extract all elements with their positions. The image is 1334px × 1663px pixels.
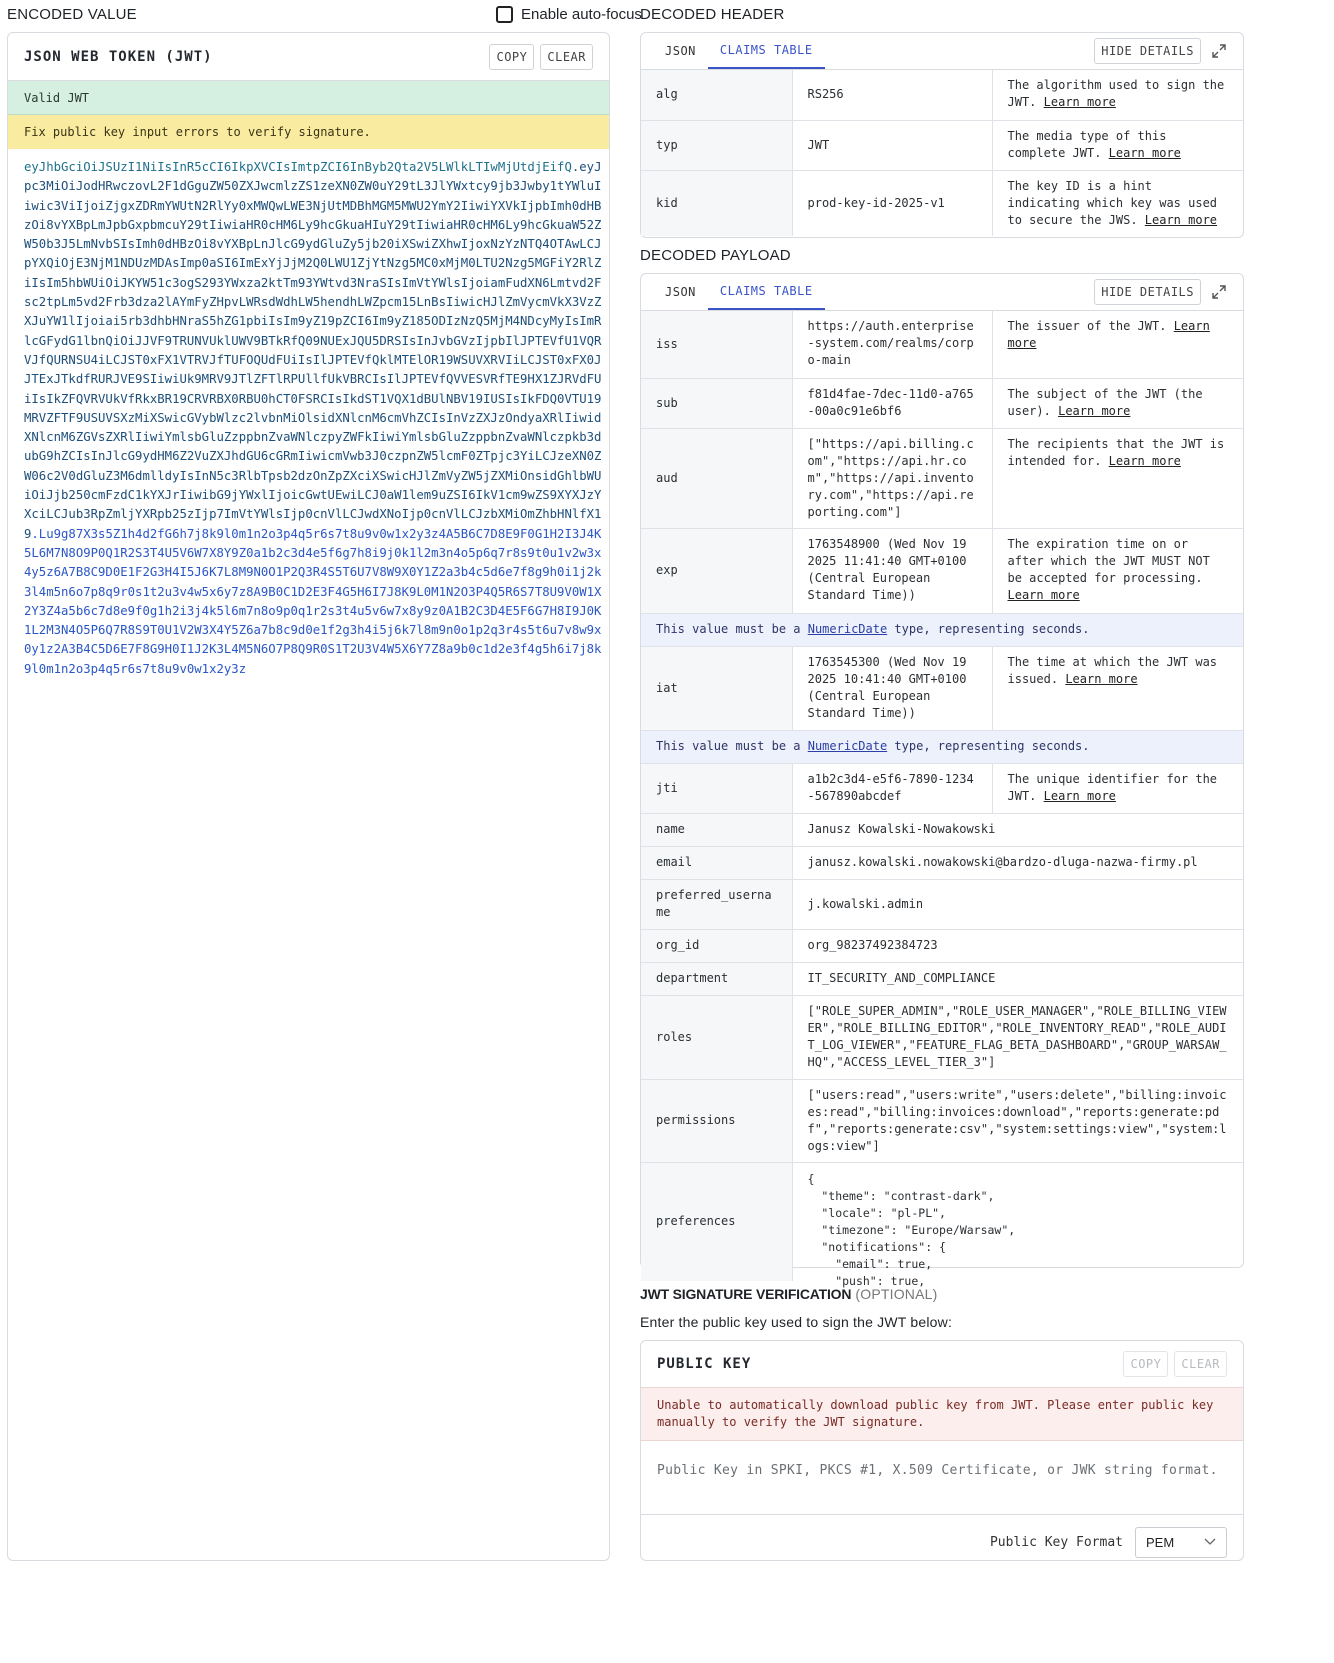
token-payload-part: XciLCJub3RpZmljYXRpb25zIjp7ImVtYWlsIjp0cnVlLCJwdXNoIjp0cnVlLCJzbXMiOmZhbHNlfX1	[24, 507, 602, 522]
token-payload-part: sc2tpLm5vd2Frb3dza2lAYmFyZHpvLWRsdWdhLW5hendhLWZpcm15LnBsIiwicHJlZmVycmVkX3VzZ	[24, 295, 602, 310]
valid-jwt-status: Valid JWT	[8, 81, 609, 115]
claim-row-iss	[641, 311, 1243, 378]
chevron-down-icon	[1204, 1538, 1216, 1546]
autofocus-label: Enable auto-focus	[521, 6, 642, 23]
jwt-card	[7, 32, 610, 1561]
jwt-card-header	[8, 33, 609, 81]
claim-key: iss	[641, 311, 792, 378]
learn-more-link[interactable]: Learn more	[1065, 671, 1138, 686]
token-line	[24, 602, 602, 621]
token-line	[24, 332, 602, 351]
claim-key: sub	[641, 378, 792, 428]
claim-value: prod-key-id-2025-v1	[792, 170, 992, 236]
claim-key: permissions	[641, 1079, 792, 1162]
claim-value: ["users:read","users:write","users:delete","billing:invoices:read","billing:invoices:download","reports:generate:pdf","reports:generate:csv","system:settings:view","system:logs:view"]	[792, 1079, 1243, 1162]
public-key-card-header	[641, 1341, 1243, 1387]
note-text: This value must be a	[656, 739, 808, 753]
jwt-token-input[interactable]	[8, 149, 609, 688]
numericdate-note	[641, 730, 1243, 763]
note-text: type, representing seconds.	[887, 622, 1090, 636]
token-payload-part: iwic3ViIjoiZjgxZDRmYWUtN2RlYy0xMWQwLWE3NjUtMDBhMGM5MWU2YmY2IiwiYXVkIjpbImh0dHB	[24, 198, 602, 213]
learn-more-link[interactable]: Learn more	[1043, 95, 1116, 109]
claim-description-text: The recipients that the JWT is intended for.	[1007, 436, 1225, 468]
autofocus-checkbox[interactable]	[496, 6, 513, 23]
learn-more-link[interactable]: Learn more	[1108, 145, 1181, 160]
claim-value: 1763545300 (Wed Nov 19 2025 10:41:40 GMT+0100 (Central European Standard Time))	[792, 646, 992, 730]
claim-row-sub	[641, 378, 1243, 428]
learn-more-link[interactable]: Learn more	[1043, 788, 1116, 803]
claim-value: 1763548900 (Wed Nov 19 2025 11:41:40 GMT+0100 (Central European Standard Time))	[792, 528, 992, 613]
token-line	[24, 447, 602, 466]
header-hide-details-button[interactable]: HIDE DETAILS	[1094, 38, 1201, 64]
public-key-label: PUBLIC KEY	[657, 1356, 752, 1372]
public-key-card	[640, 1340, 1244, 1561]
claim-description-text: The time at which the JWT was issued.	[1007, 654, 1218, 686]
autofocus-toggle[interactable]	[496, 6, 642, 23]
claim-row-preferences	[641, 1162, 1243, 1281]
learn-more-link[interactable]: Learn more	[1108, 453, 1181, 468]
claim-key: email	[641, 846, 792, 879]
payload-tab-claims[interactable]: CLAIMS TABLE	[708, 274, 825, 310]
jwt-card-label: JSON WEB TOKEN (JWT)	[24, 48, 213, 65]
claim-description-text: The key ID is a hint indicating which key was used to secure the JWS.	[1007, 178, 1218, 227]
token-payload-part: XJuYW1lIjoiai5rb3dhbHNraS5hZG1pbiIsIm9yZ19pZCI6Im9yZ185ODIzNzQ5MjM4NDcyMyIsImR	[24, 314, 602, 329]
claim-row-permissions	[641, 1079, 1243, 1162]
clear-jwt-button[interactable]: CLEAR	[540, 44, 593, 70]
token-signature-part: 3l4m5n6o7p8q9r0s1t2u3v4w5x6y7z8A9B0C1D2E3F4G5H6I7J8K9L0M1N2O3P4Q5R6S7T8U9V0W1X	[24, 584, 602, 599]
claim-row-org-id	[641, 929, 1243, 962]
claim-row-preferred-username	[641, 879, 1243, 929]
token-line	[24, 274, 602, 293]
token-signature-part: 4y5z6A7B8C9D0E1F2G3H4I5J6K7L8M9N0O1P2Q3R4S5T6U7V8W9X0Y1Z2a3b4c5d6e7f8g9h0i1j2k	[24, 565, 602, 580]
encoded-value-title: ENCODED VALUE	[7, 6, 137, 23]
token-header-part: eyJhbGciOiJSUzI1NiIsInR5cCI6IkpXVCIsImtpZCI6InByb2Qta2V5LWlkLTIwMjUtdjEifQ	[24, 160, 572, 174]
token-line	[24, 177, 602, 196]
public-key-format-label: Public Key Format	[989, 1534, 1123, 1550]
claim-row-iat	[641, 646, 1243, 730]
token-line	[24, 293, 602, 312]
decoded-payload-card	[640, 273, 1244, 1288]
claim-value: ["https://api.billing.com","https://api.hr.com","https://api.inventory.com","https://api.reporting.com"]	[792, 428, 992, 528]
claim-row-jti	[641, 763, 1243, 813]
expand-icon[interactable]	[1211, 284, 1227, 300]
token-payload-part: ubG9hZCIsInJlcG9ydHM6Z2VuZXJhdGU6cGRmIiwicmVwb3J0czpnZW5lcmF0ZTpjc3YiLCJzeXN0Z	[24, 449, 602, 464]
claim-description	[992, 378, 1243, 428]
claim-value: RS256	[792, 70, 992, 120]
token-payload-part: 9	[24, 526, 32, 541]
claim-description	[992, 70, 1243, 120]
header-claim-row-typ	[641, 120, 1243, 170]
token-payload-part: XNlcnM6ZGVsZXRlIiwiYmlsbGluZzppbnZvaWNlczpyZWFkIiwiYmlsbGluZzppbnZvaWNlczpkb3d	[24, 430, 602, 445]
token-line	[24, 158, 602, 177]
note-text: type, representing seconds.	[887, 739, 1090, 753]
claim-key: typ	[641, 120, 792, 170]
token-signature-part: 5L6M7N8O9P0Q1R2S3T4U5V6W7X8Y9Z0a1b2c3d4e5f6g7h8i9j0k1l2m3n4o5p6q7r8s9t0u1v2w3x	[24, 545, 602, 560]
token-line	[24, 312, 602, 331]
token-line	[24, 583, 602, 602]
token-line	[24, 505, 602, 524]
header-tab-json[interactable]: JSON	[665, 44, 696, 58]
claim-description	[992, 428, 1243, 528]
claim-key: alg	[641, 70, 792, 120]
token-line	[24, 351, 602, 370]
token-signature-part: .Lu9g87X3s5Z1h4d2fG6h7j8k9l0m1n2o3p4q5r6s7t8u9v0w1x2y3z4A5B6C7D8E9F0G1H2I3J4K	[31, 526, 602, 541]
copy-public-key-button[interactable]: COPY	[1123, 1351, 1168, 1377]
claim-description	[992, 763, 1243, 813]
signature-title-text: JWT SIGNATURE VERIFICATION	[640, 1286, 852, 1302]
token-line	[24, 467, 602, 486]
header-tabs-bar	[641, 33, 1243, 70]
claim-key: jti	[641, 763, 792, 813]
public-key-format-row	[641, 1515, 1243, 1569]
public-key-format-select[interactable]	[1135, 1527, 1227, 1558]
claim-description-text: The algorithm used to sign the JWT.	[1007, 78, 1225, 109]
claim-key: roles	[641, 995, 792, 1079]
claim-description-text: The media type of this complete JWT.	[1007, 128, 1167, 160]
token-payload-part: JTExJTkdfRURJVE9SIiwiUk9MRV9JTlZFTlRPUllfUkVBRCIsIlJPTEVfQVVESVRfTE9HX1ZJRVdFU	[24, 372, 602, 387]
token-line	[24, 525, 602, 544]
token-line	[24, 621, 602, 640]
expand-icon[interactable]	[1211, 43, 1227, 59]
claim-row-exp	[641, 528, 1243, 613]
claim-description-text: The issuer of the JWT.	[1007, 319, 1167, 333]
learn-more-link[interactable]: Learn more	[1007, 319, 1210, 350]
token-payload-part: iIsIkZFQVRVUkVfRkxBR19CRVRBX0RBU0hCT0FSRCIsIkdST1VQX1dBUlNBV19IUSIsIkFDQ0VTU19	[24, 391, 602, 406]
token-line	[24, 370, 602, 389]
token-payload-part: MRVZFTF9USUVSXzMiXSwicGVybWlzc2lvbnMiOlsidXNlcnM6cmVhZCIsInVzZXJzOndyaXRlIiwid	[24, 410, 602, 425]
claim-value: ["ROLE_SUPER_ADMIN","ROLE_USER_MANAGER","ROLE_BILLING_VIEWER","ROLE_BILLING_EDITOR","ROLE_INVENTORY_READ","ROLE_AUDIT_LOG_VIEWER","FEATURE_FLAG_BETA_DASHBOARD","GROUP_WARSAW_HQ","ACCESS_LEVEL_TIER_3"]	[792, 995, 1243, 1079]
signature-warning: Fix public key input errors to verify signature.	[8, 115, 609, 149]
clear-public-key-button[interactable]: CLEAR	[1174, 1351, 1227, 1377]
claim-description	[992, 170, 1243, 236]
payload-claims-table	[641, 311, 1243, 1288]
preferences-json: { "theme": "contrast-dark", "locale": "pl-PL", "timezone": "Europe/Warsaw", "notifications": { "email": true, "push": true,	[807, 1171, 1016, 1288]
token-payload-part: W50b3J5LmNvbSIsImh0dHBzOi8vYXBpLnJlcG9ydGluZy5jb20iXSwiZXhwIjoxNzYzNTQ4OTAwLCJ	[24, 237, 602, 252]
token-line	[24, 660, 593, 679]
token-payload-part: .eyJ	[571, 160, 602, 174]
numericdate-link[interactable]: NumericDate	[807, 622, 888, 636]
token-payload-part: pYXQiOjE3NjM1NDUzMDAsImp0aSI6ImExYjJjM2Q0LWU1ZjYtNzg5MC0xMjM0LTU2Nzg5MGFiY2RlZ	[24, 256, 602, 271]
claim-value: a1b2c3d4-e5f6-7890-1234-567890abcdef	[792, 763, 992, 813]
decoded-payload-title: DECODED PAYLOAD	[640, 247, 791, 264]
claim-description	[992, 528, 1243, 613]
token-line	[24, 390, 602, 409]
claim-description	[992, 311, 1243, 378]
claim-key: kid	[641, 170, 792, 236]
token-payload-part: zOi8vYXBpLmJpbGxpbmcuY29tIiwiaHR0cHM6Ly9hcGkuaHIuY29tIiwiaHR0cHM6Ly9hcGkuaW52Z	[24, 217, 602, 232]
token-line	[24, 486, 602, 505]
token-payload-part: W06c2V0dGluZ3M6dmlldyIsInN5c3RlbTpsb2dzOnZpZXciXSwicHJlZmVyZW5jZXMiOnsidGhlbWU	[24, 468, 602, 483]
numericdate-note-exp	[641, 613, 1243, 646]
header-claim-row-kid	[641, 170, 1243, 236]
copy-jwt-button[interactable]: COPY	[489, 44, 534, 70]
token-signature-part: 1L2M3N4O5P6Q7R8S9T0U1V2W3X4Y5Z6a7b8c9d0e1f2g3h4i5j6k7l8m9n0o1p2q3r4s5t6u7v8w9x	[24, 623, 602, 638]
token-line	[24, 544, 602, 563]
claim-description-text: The subject of the JWT (the user).	[1007, 386, 1203, 418]
token-line	[24, 409, 602, 428]
claim-key: exp	[641, 528, 792, 613]
preferences-json-box	[807, 1171, 1229, 1288]
token-line	[24, 428, 602, 447]
token-payload-part: iIsIm5hbWUiOiJKYW51c3ogS293YWxza2ktTm93YWtvd3NraSIsImVtYWlsIjoiamFudXN6Lmtvd2F	[24, 275, 602, 290]
public-key-format-value: PEM	[1146, 1534, 1175, 1550]
token-line	[24, 235, 602, 254]
header-tab-claims[interactable]: CLAIMS TABLE	[708, 33, 825, 69]
token-line	[24, 563, 602, 582]
numericdate-note	[641, 613, 1243, 646]
token-payload-part: VJfQURNSU4iLCJST0xFX1VTRVJfTUFOQUdFUiIsIlJPTEVfQklMTElOR19WSUVXRVIiLCJST0xFX0J	[24, 352, 602, 367]
claim-value: JWT	[792, 120, 992, 170]
claim-key: preferences	[641, 1162, 792, 1281]
claim-value: f81d4fae-7dec-11d0-a765-00a0c91e6bf6	[792, 378, 992, 428]
claim-key: preferred_username	[641, 879, 792, 929]
claim-value: https://auth.enterprise-system.com/realms/corpo-main	[792, 311, 992, 378]
claim-value: org_98237492384723	[792, 929, 1243, 962]
claim-description-text: The unique identifier for the JWT.	[1007, 771, 1218, 803]
learn-more-link[interactable]: Learn more	[1144, 212, 1218, 227]
claim-row-department	[641, 962, 1243, 995]
claim-row-aud	[641, 428, 1243, 528]
payload-tab-json[interactable]: JSON	[665, 285, 696, 299]
signature-instruction: Enter the public key used to sign the JWT below:	[640, 1314, 953, 1330]
claim-row-email	[641, 846, 1243, 879]
token-payload-part: pc3MiOiJodHRwczovL2F1dGguZW50ZXJwcmlzZS1zeXN0ZW0uY29tL3JlYWxtcy9jb3Jwby1tYWluI	[24, 179, 602, 194]
signature-optional-text: (OPTIONAL)	[855, 1286, 938, 1302]
claim-key: iat	[641, 646, 792, 730]
payload-hide-details-button[interactable]: HIDE DETAILS	[1094, 279, 1201, 305]
decoded-header-title: DECODED HEADER	[640, 6, 785, 23]
token-signature-part: 0y1z2A3B4C5D6E7F8G9H0I1J2K3L4M5N6O7P8Q9R0S1T2U3V4W5X6Y7Z8a9b0c1d2e3f4g5h6i7j8k	[24, 642, 602, 657]
claim-description	[992, 646, 1243, 730]
numericdate-note-iat	[641, 730, 1243, 763]
claim-value: IT_SECURITY_AND_COMPLIANCE	[792, 962, 1243, 995]
claim-row-roles	[641, 995, 1243, 1079]
token-line	[24, 254, 602, 273]
claim-key: department	[641, 962, 792, 995]
learn-more-link[interactable]: Learn more	[1007, 587, 1080, 602]
claim-key: name	[641, 813, 792, 846]
claim-key: aud	[641, 428, 792, 528]
payload-tabs-bar	[641, 274, 1243, 311]
claim-value	[792, 1162, 1243, 1288]
public-key-input[interactable]: Public Key in SPKI, PKCS #1, X.509 Certificate, or JWK string format.	[641, 1441, 1243, 1515]
token-line	[24, 197, 602, 216]
claim-value: Janusz Kowalski-Nowakowski	[792, 813, 1243, 846]
token-payload-part: iOiJjb250cmFzdC1kYXJrIiwibG9jYWxlIjoicGwtUEwiLCJ0aW1lem9uZSI6IkV1cm9wZS9XYXJzY	[24, 488, 602, 503]
note-text: This value must be a	[656, 622, 808, 636]
token-signature-part: 2Y3Z4a5b6c7d8e9f0g1h2i3j4k5l6m7n8o9p0q1r2s3t4u5v6w7x8y9z0A1B2C3D4E5F6G7H8I9J0K	[24, 603, 602, 618]
claim-value: j.kowalski.admin	[792, 879, 1243, 929]
claim-description	[992, 120, 1243, 170]
claim-description-text: The expiration time on or after which the JWT MUST NOT be accepted for processing.	[1007, 536, 1210, 585]
decoded-header-card	[640, 32, 1244, 238]
claim-row-name	[641, 813, 1243, 846]
token-signature-part: 9l0m1n2o3p4q5r6s7t8u9v0w1x2y3z	[24, 661, 247, 676]
header-claim-row-alg	[641, 70, 1243, 120]
learn-more-link[interactable]: Learn more	[1058, 403, 1131, 418]
header-claims-table	[641, 70, 1243, 236]
token-payload-part: lcGFydG1lbnQiOiJJVF9TRUNVUklUWV9BTkRfQ09NUExJQU5DRSIsInJvbGVzIjpbIlJPTEVfU1VQR	[24, 333, 602, 348]
token-line	[24, 216, 602, 235]
numericdate-link[interactable]: NumericDate	[807, 739, 888, 753]
public-key-error: Unable to automatically download public key from JWT. Please enter public key manually to verify the JWT signature.	[641, 1387, 1243, 1441]
claim-value: janusz.kowalski.nowakowski@bardzo-dluga-nazwa-firmy.pl	[792, 846, 1243, 879]
signature-verification-title	[640, 1286, 938, 1302]
claim-key: org_id	[641, 929, 792, 962]
token-line	[24, 640, 602, 659]
